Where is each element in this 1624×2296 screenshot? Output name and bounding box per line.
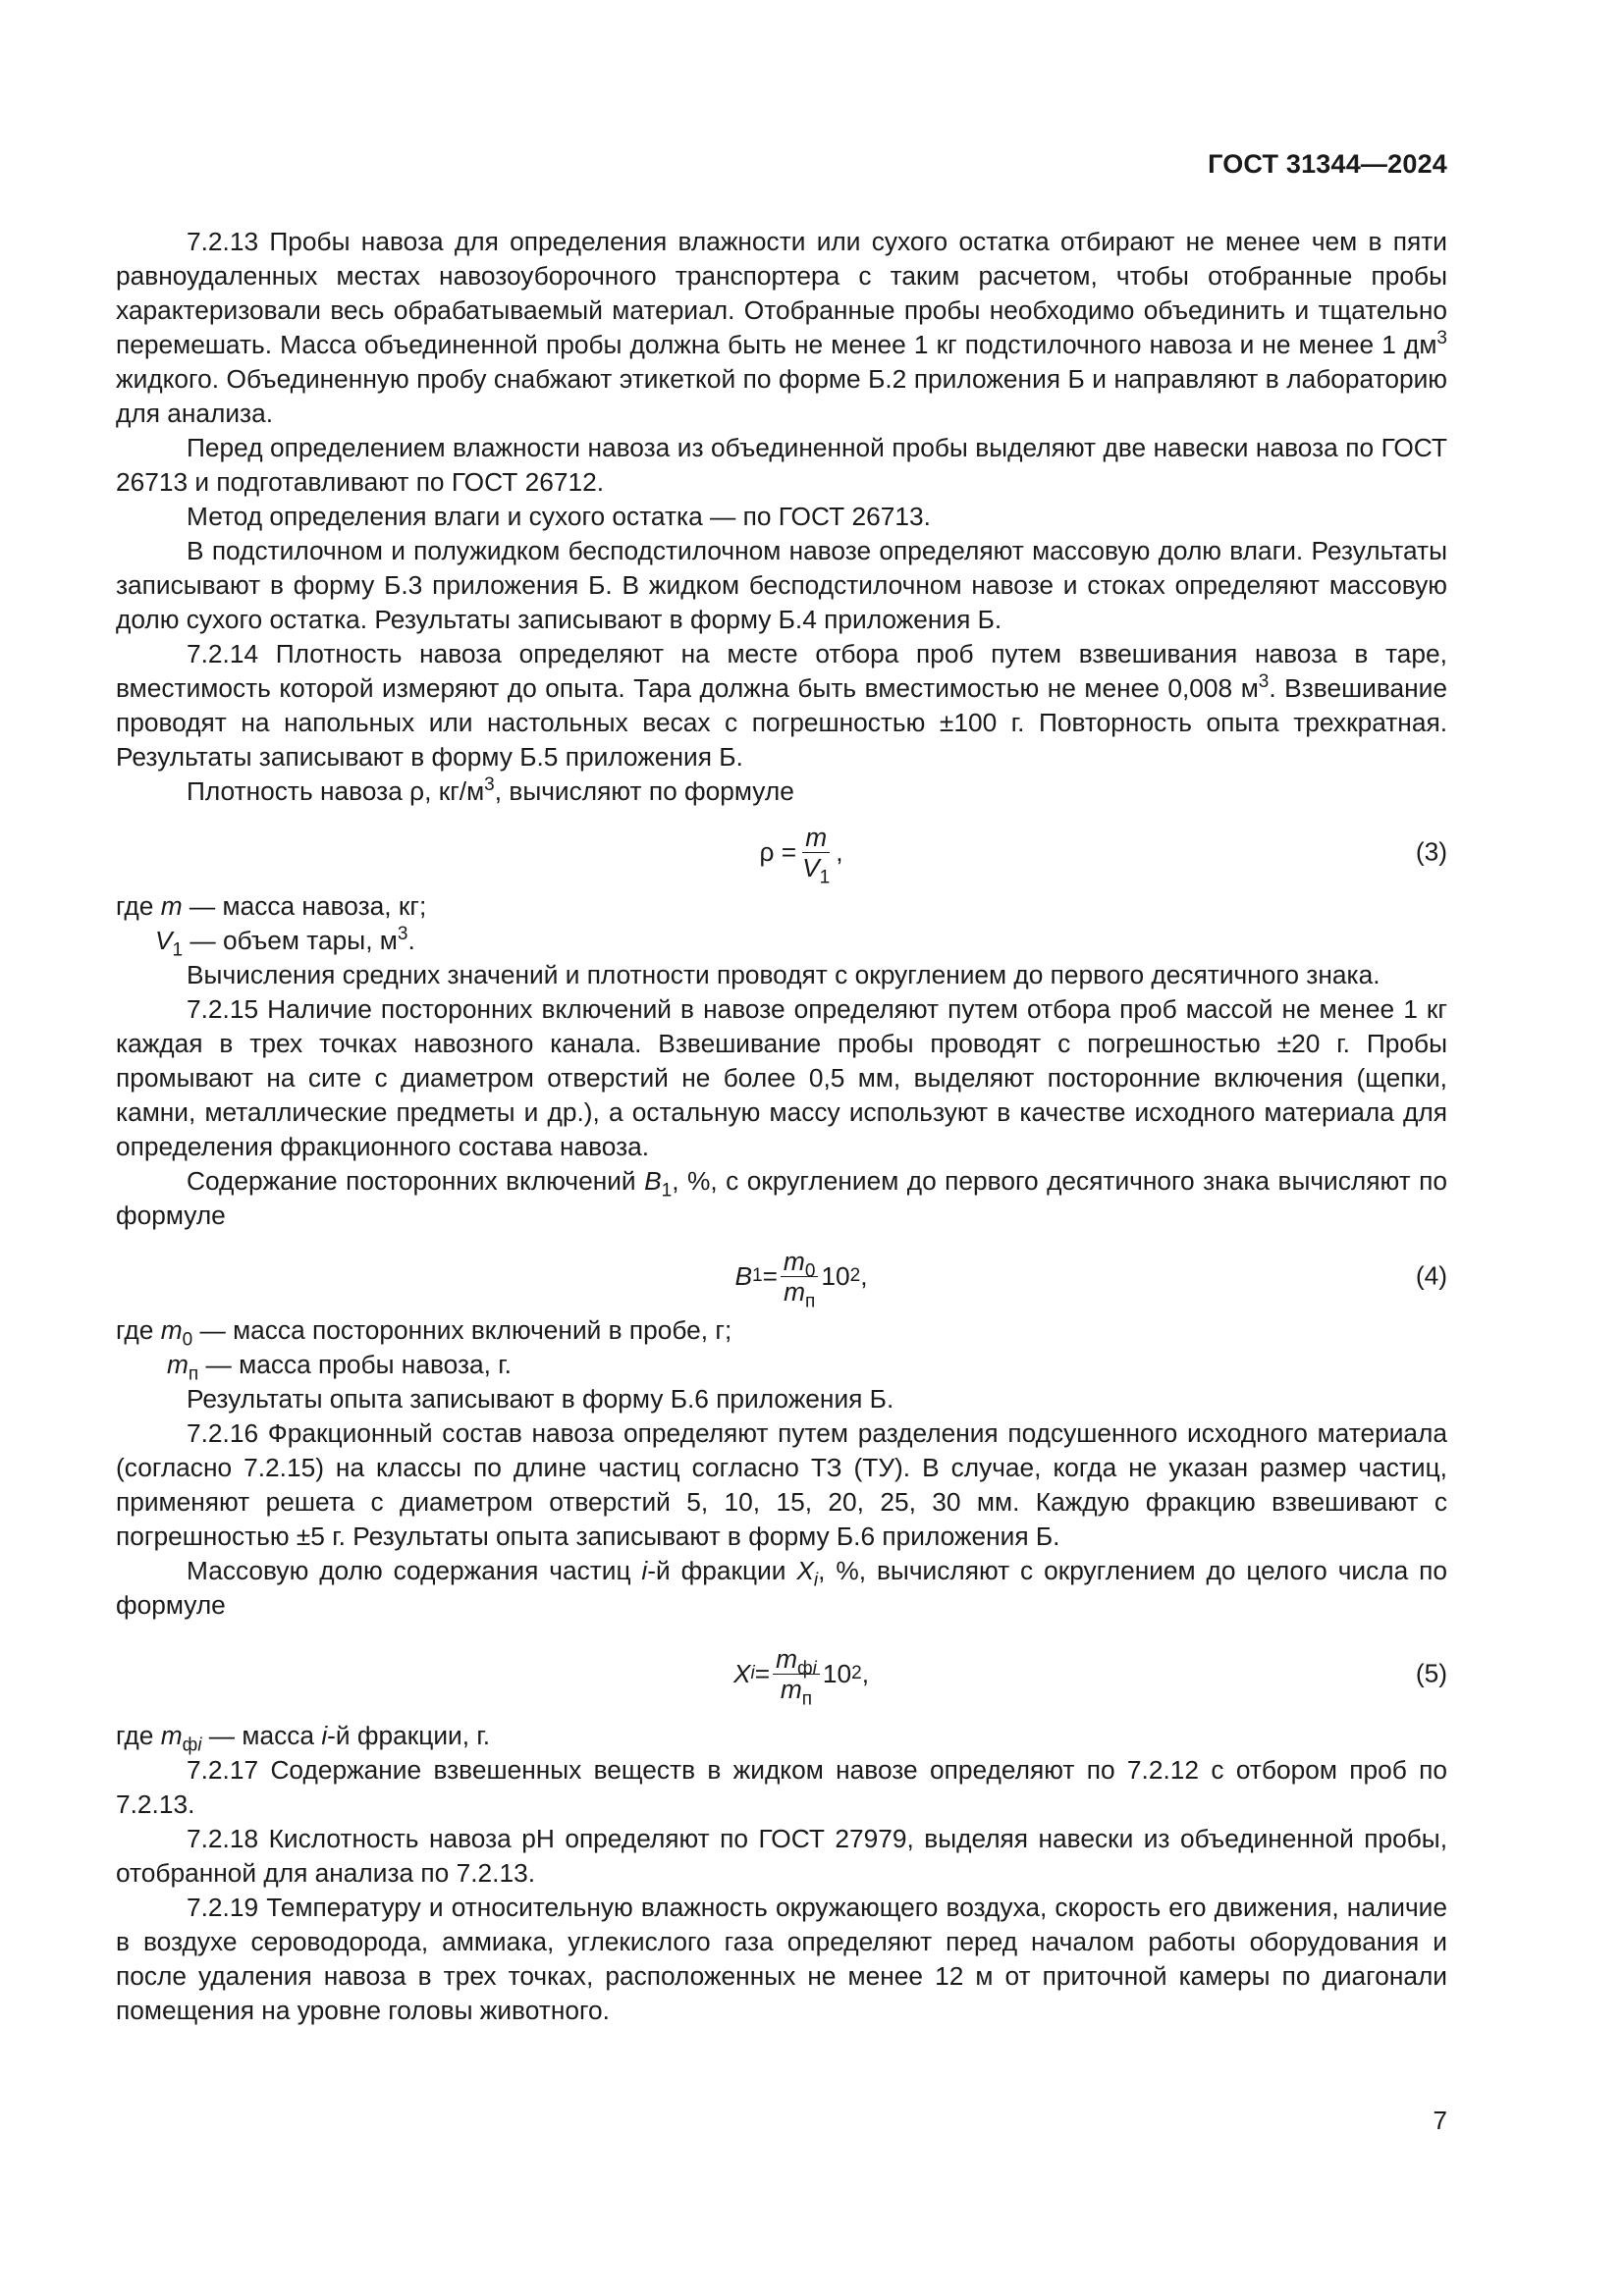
paragraph-rounding: Вычисления средних значений и плотности проводят с округлением до первого десятичного знака.	[187, 960, 1380, 989]
paragraph-7-2-15: 7.2.15 Наличие посторонних включений в навозе определяют путем отбора проб массой не менее 1 кг каждая в трех точках навозного канала. Взвешивание пробы проводят с погрешностью ±20 г. Пробы промывают на сите с диаметром отверстий не более 0,5 мм, выделяют посторонние включения (щепки, камни, металлические предметы и др.), а остальную массу используют в качестве исходного материала для определения фракционного состава навоза.	[116, 994, 1447, 1161]
formula-3	[116, 821, 1447, 887]
formula-5-number: (5)	[1415, 1658, 1447, 1688]
formula-4-number: (4)	[1415, 1260, 1447, 1291]
definition-m0: где $m_0$ — масса посторонних включений в пробе, г;	[116, 1315, 732, 1351]
definition-v1: $V_1$ — объем тары, $м^3$.	[155, 924, 415, 961]
definition-m: где m — масса навоза, кг;	[116, 891, 427, 921]
formula-3-fraction: $\frac{m}{V_1}$	[802, 822, 831, 887]
paragraph-7-2-16: 7.2.16 Фракционный состав навоза определяют путем разделения подсушенного исходного материала (согласно 7.2.15) на классы по длине частиц согласно ТЗ (ТУ). В случае, когда не указан размер частиц, применяют решета с диаметром отверстий 5, 10, 15, 20, 25, 30 мм. Каждую фракцию взвешивают с погрешностью ±5 г. Результаты опыта записывают в форму Б.6 приложения Б.	[116, 1418, 1447, 1551]
formula-5-expression: X i = $\frac{m_{фi}}{m_п}$ 10 2 ,	[732, 1643, 870, 1709]
formula-5	[116, 1634, 1447, 1713]
formula-4-expression: B 1 = $\frac{m_0}{m_п}$ 10 2 ,	[734, 1246, 868, 1311]
definition-mfi: где $m_{фi}$ — масса i-й фракции, г.	[116, 1721, 491, 1756]
paragraph-fraction-formula-intro: Массовую долю содержания частиц i-й фракции $X_i$, %, вычисляют с округлением до целого числа по формуле	[116, 1556, 1447, 1620]
paragraph-7-2-19: 7.2.19 Температуру и относительную влажность окружающего воздуха, скорость его движения, наличие в воздухе сероводорода, аммиака, углекислого газа определяют перед началом работы оборудования и после удаления навоза в трех точках, расположенных не менее 12 м от приточной камеры по диагонали помещения на уровне головы животного.	[116, 1893, 1447, 2025]
formula-5-fraction: $\frac{m_{фi}}{m_п}$	[773, 1645, 820, 1703]
formula-4-fraction: $\frac{m_0}{m_п}$	[781, 1248, 818, 1306]
paragraph-7-2-17: 7.2.17 Содержание взвешенных веществ в жидком навозе определяют по 7.2.12 с отбором проб по 7.2.13.	[116, 1755, 1447, 1819]
paragraph-density-formula-intro: Плотность навоза ρ, $кг/м^3$, вычисляют по формуле	[187, 774, 794, 806]
paragraph-7-2-18: 7.2.18 Кислотность навоза pH определяют по ГОСТ 27979, выделяя навески из объединенной пробы, отобранной для анализа по 7.2.13.	[116, 1824, 1447, 1888]
paragraph-method-reference: Метод определения влаги и сухого остатка — по ГОСТ 26713.	[187, 502, 931, 531]
paragraph-7-2-13: 7.2.13 Пробы навоза для определения влажности или сухого остатка отбирают не менее чем в пяти равноудаленных местах навозоуборочного транспортера с таким расчетом, чтобы отобранные пробы характеризовали весь обрабатываемый материал. Отобранные пробы необходимо объединить и тщательно перемешать. Масса объединенной пробы должна быть не менее 1 кг подстилочного навоза и не менее 1 $дм^3$ жидкого. Объединенную пробу снабжают этикеткой по форме Б.2 приложения Б и направляют в лабораторию для анализа.	[116, 227, 1447, 428]
paragraph-results-b6: Результаты опыта записывают в форму Б.6 приложения Б.	[187, 1384, 894, 1414]
document-page	[116, 0, 1447, 2296]
page-content	[116, 225, 1447, 2028]
paragraph-sample-preparation: Перед определением влажности навоза из объединенной пробы выделяют две навески навоза по ГОСТ 26713 и подготавливают по ГОСТ 26712.	[116, 433, 1447, 497]
paragraph-moisture-results: В подстилочном и полужидком бесподстилочном навозе определяют массовую долю влаги. Результаты записывают в форму Б.3 приложения Б. В жидком бесподстилочном навозе и стоках определяют массовую долю сухого остатка. Результаты записывают в форму Б.4 приложения Б.	[116, 536, 1447, 634]
standard-designation: ГОСТ 31344—2024	[1208, 149, 1447, 179]
paragraph-inclusions-formula-intro: Содержание посторонних включений $B_1$, %, с округлением до первого десятичного знака вычисляют по формуле	[116, 1166, 1448, 1230]
page-number: 7	[1433, 2106, 1447, 2135]
paragraph-7-2-14: 7.2.14 Плотность навоза определяют на месте отбора проб путем взвешивания навоза в таре, вместимость которой измеряют до опыта. Тара должна быть вместимостью не менее 0,008 $м^3$. Взвешивание проводят на напольных или настольных весах с погрешностью ±100 г. Повторность опыта трехкратная. Результаты записывают в форму Б.5 приложения Б.	[116, 639, 1447, 772]
definition-mp: $m_п$ — масса пробы навоза, г.	[167, 1350, 512, 1385]
formula-3-expression: ρ = $\frac{m}{V_1}$ ,	[759, 822, 843, 887]
formula-4	[116, 1245, 1447, 1311]
formula-3-number: (3)	[1415, 836, 1447, 867]
